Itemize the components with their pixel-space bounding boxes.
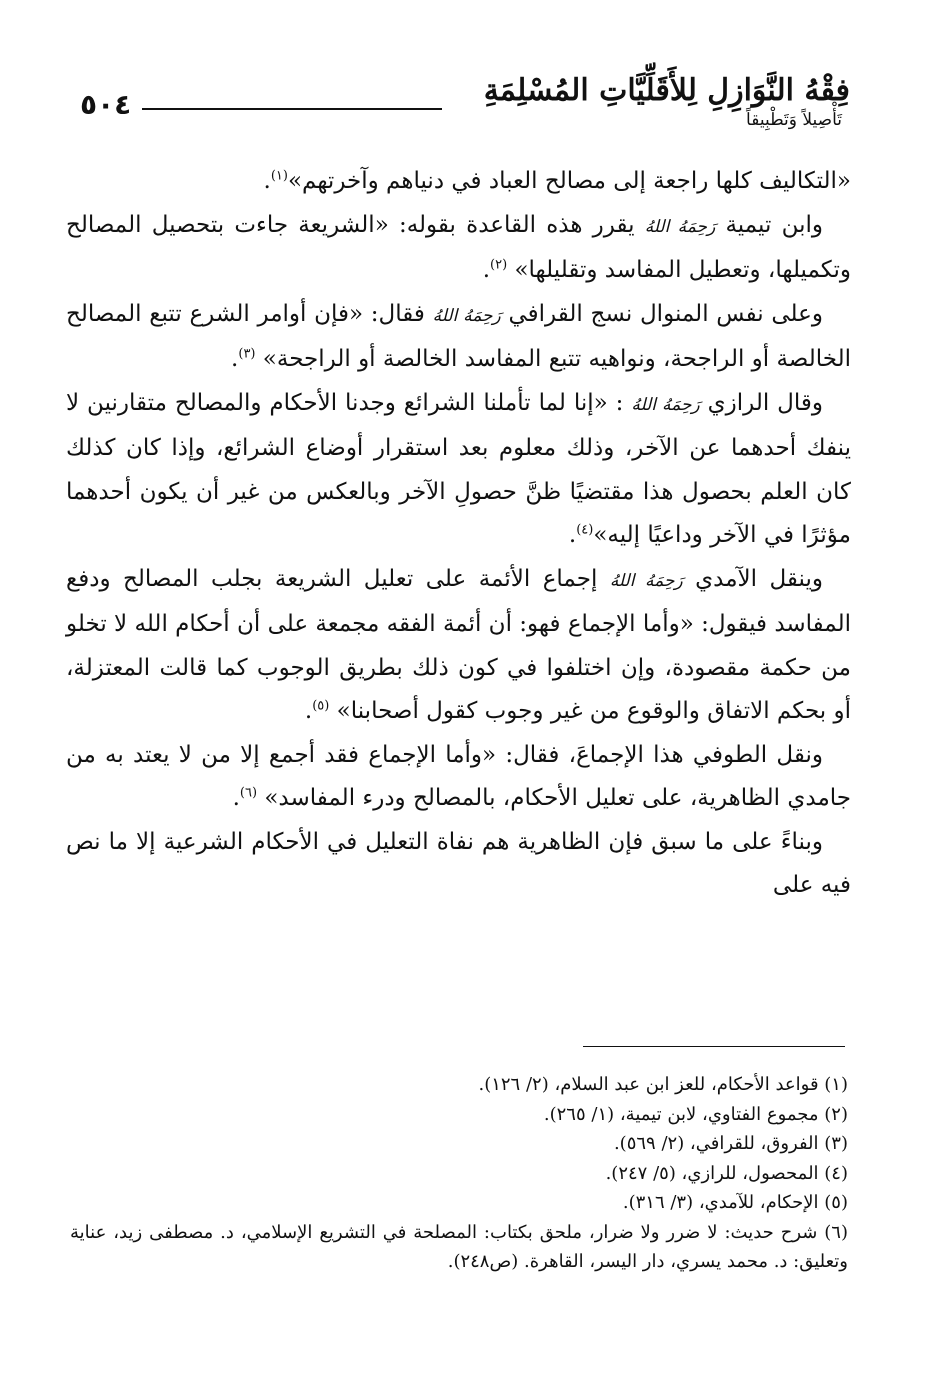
paragraph-text: «التكاليف كلها راجعة إلى مصالح العباد في دنياهم وآخرتهم»: [287, 168, 851, 194]
paragraph: [66, 734, 851, 821]
paragraph-text: .: [482, 257, 491, 283]
footnote-ref: (٤): [576, 522, 594, 538]
paragraph-text: .: [568, 522, 577, 548]
footnote-ref: (٦): [239, 785, 258, 801]
book-title-block: [440, 72, 850, 130]
footnote: (٢) مجموع الفتاوي، لابن تيمية، (١/ ٢٦٥).: [543, 1103, 848, 1125]
page-number: ٥٠٤: [80, 88, 132, 121]
paragraph-text: فقال: «فإن أوامر الشرع تتبع المصالح الخالصة أو الراجحة، ونواهيه تتبع المفاسد الخالصة أو الراجحة»: [66, 300, 851, 372]
paragraph-text: وعلى نفس المنوال نسج القرافي: [500, 300, 823, 327]
footnote-separator: [583, 1046, 845, 1047]
book-subtitle: تَأْصِيلاً وَتَطْبِيقاً: [746, 110, 842, 130]
footnote: (٦) شرح حديث: لا ضرر ولا ضرار، ملحق بكتاب: المصلحة في التشريع الإسلامي، د. مصطفى زيد، عناية وتعليق: د. محمد يسري، دار اليسر، القاهرة. (ص٢٤٨).: [70, 1221, 848, 1272]
footnote: (٥) الإحكام، للآمدي، (٣/ ٣١٦).: [622, 1192, 848, 1213]
honorific: رَحِمَهُ اللهُ: [644, 216, 716, 237]
body-text: [66, 160, 851, 908]
paragraph-text: وينقل الآمدي: [682, 565, 823, 592]
page-header: [80, 72, 850, 142]
paragraph-text: .: [232, 785, 240, 811]
paragraph-text: إجماع الأئمة على تعليل الشريعة بجلب المصالح ودفع المفاسد فيقول: «وأما الإجماع فهو: أن أئمة الفقه مجمعة على أن أحكام الله لا تخلو من حكمة مقصودة، وإن اختلفوا في كون ذلك بطريق الوجوب كما قالت المعتزلة، أو بحكم الاتفاق والوقوع من غير وجوب كقول أصحابنا»: [66, 565, 851, 724]
paragraph-text: : «إنا لما تأملنا الشرائع وجدنا الأحكام والمصالح متقارنين لا ينفك أحدهما عن الآخر، وذلك معلوم بعد استقرار أوضاع الشرائع، وإذا كان كذلك كان العلم بحصول هذا مقتضيًا ظنَّ حصولِ الآخر وبالعكس من غير أن يكون أحدهما مؤثرًا في الآخر وداعيًا إليه»: [66, 389, 851, 548]
footnote-ref: (٣): [238, 346, 256, 362]
footnote: (٤) المحصول، للرازي، (٥/ ٢٤٧).: [605, 1162, 848, 1184]
honorific: رَحِمَهُ اللهُ: [609, 570, 683, 591]
footnote-ref: (٥): [312, 698, 330, 714]
paragraph: [66, 204, 851, 293]
paragraph-text: وقال الرازي: [699, 389, 823, 416]
honorific: رَحِمَهُ اللهُ: [432, 305, 501, 326]
honorific: رَحِمَهُ اللهُ: [631, 394, 700, 415]
paragraph: [66, 558, 851, 734]
paragraph: [66, 821, 851, 908]
paragraph: [66, 160, 851, 204]
footnote-ref: (١): [270, 168, 288, 184]
paragraph-text: ونقل الطوفي هذا الإجماعَ، فقال: «وأما الإجماع فقد أجمع إلا من لا يعتد به من جامدي الظاهرية، على تعليل الأحكام، بالمصالح ودرء المفاسد»: [66, 741, 851, 811]
book-title: فِقْهُ النَّوَازِلِ لِلأَقَلِّيَّاتِ المُسْلِمَةِ: [483, 73, 850, 108]
paragraph-text: .: [263, 168, 271, 194]
paragraph-text: وبناءً على ما سبق فإن الظاهرية هم نفاة التعليل في الأحكام الشرعية إلا ما نص فيه على: [66, 828, 851, 898]
paragraph: [66, 293, 851, 382]
footnote: (٣) الفروق، للقرافي، (٢/ ٥٦٩).: [613, 1133, 848, 1154]
paragraph: [66, 382, 851, 558]
footnote: (١) قواعد الأحكام، للعز ابن عبد السلام، (٢/ ١٢٦).: [478, 1074, 848, 1095]
footnotes: [70, 1070, 848, 1277]
footnote-ref: (٢): [490, 257, 508, 273]
paragraph-text: .: [231, 346, 239, 372]
paragraph-text: .: [304, 698, 313, 724]
paragraph-text: يقرر هذه القاعدة بقوله: «الشريعة جاءت بتحصيل المصالح وتكميلها، وتعطيل المفاسد وتقليلها»: [66, 211, 851, 283]
header-rule: [142, 108, 442, 110]
paragraph-text: وابن تيمية: [715, 211, 823, 238]
